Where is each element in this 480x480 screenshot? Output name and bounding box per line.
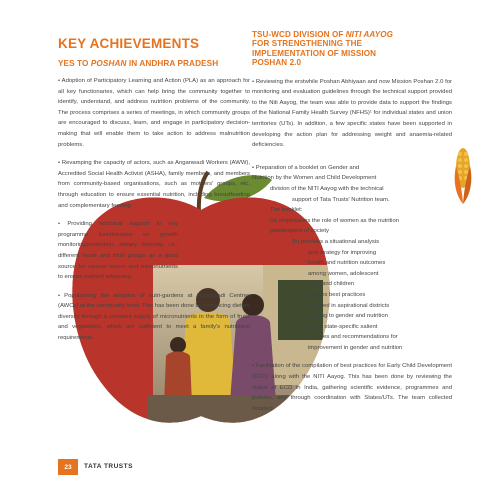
section-title: KEY ACHIEVEMENTS bbox=[58, 36, 200, 51]
left-column bbox=[58, 34, 250, 352]
brand-name: TATA TRUSTS bbox=[84, 463, 133, 470]
bullet-item: • Facilitation of the compilation of best practices for Early Child Development (ECD) along with the NITI Aayog. This has been done by reviewing the status of ECD in India, gathering scientific evidence, programmes and policies, and through coordination with States/UTs. The team collected detailed bbox=[252, 363, 452, 412]
booklet-block: • Preparation of a booklet on Gender and Nutrition by the Women and Child Development division of the NITI Aayog with the technical support of Tata Trusts' Nutrition team. The booklet: (a) emphasises the role of women as the nutrition gatekeepers of society (b) provides a situational analysis and strategy for improving health and nutrition outcomes among women, adolescent girls, and children (c) advocates best practices followed in aspirational districts relating to gender and nutrition (c) provides state-specific salient features and recommendations for improvement in gender and nutrition bbox=[252, 164, 403, 351]
page-number: 23 bbox=[58, 459, 78, 475]
bullet-item: • Popularising the adoption of nutri-gardens at Anganwadi Centres (AWCs) at the community level. This has been done by enhancing dietary diversity through a constant supply of micronutrients in the form of fruits and vegetables, which are sufficient to meet a family's nutritional requirements. bbox=[58, 292, 250, 342]
bullet-item: • Adoption of Participatory Learning and Action (PLA) as an approach for all key functionaries, which can help bring the community together to identify, understand, and address nutrition problems of the community. The process comprises a series of meetings, in which community groups are encouraged to discuss, learn, and engage in participatory decision-making that will enable them to take action to address malnutrition problems. bbox=[58, 78, 250, 148]
right-section-title: TSU-WCD DIVISION OF NITI AAYOG FOR STRENGTHENING THE IMPLEMENTATION OF MISSION POSHAN 2.0 bbox=[252, 30, 394, 68]
section-subtitle: YES TO POSHAN IN ANDHRA PRADESH bbox=[58, 59, 219, 68]
bullet-item: • Reviewing the erstwhile Poshan Abhiyaan and now Mission Poshan 2.0 for monitoring and evaluation guidelines through the technical support provided to the Niti Aayog, the team was able to provide data to support the findings of the National Family Health Survey (NFHS)¹ for individual states and union territories (UTs). In addition, a few specific states have been supported in developing the action plan for addressing weight and anaemia-related deficiencies. bbox=[252, 78, 452, 149]
right-column bbox=[252, 30, 452, 422]
corn-icon bbox=[451, 138, 475, 206]
bullet-item: • Revamping the capacity of actors, such as Anganwadi Workers (AWW), Accredited Social Health Activist (ASHA), family members, and members from community-based organisations, such as mothers' groups, etc. through education to ensure essential nutrition, including breastfeeding and complementary feeding. bbox=[58, 160, 250, 209]
bullet-item: • Providing technical support to key programme functionaries on growth monitoring/promotion, dietary diversity, i.e., different foods and food groups as a good source for various macro and micronutrients to ensure nutrient adequacy. bbox=[58, 221, 178, 281]
